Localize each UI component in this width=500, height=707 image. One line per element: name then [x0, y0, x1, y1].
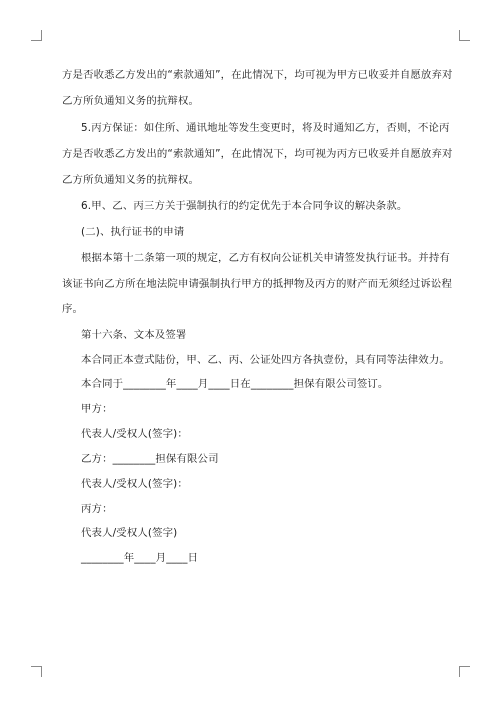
paragraph-line: 5.丙方保证：如住所、通讯地址等发生变更时，将及时通知乙方，否则，不论丙 [81, 122, 450, 134]
party-c-label: 丙方： [81, 503, 113, 515]
crop-mark-top-right [459, 30, 470, 41]
paragraph-line: 根据本第十二条第一项的规定，乙方有权向公证机关申请签发执行证书。并持有 [81, 252, 450, 264]
party-c-signature-line: 代表人/受权人(签字) [81, 527, 178, 539]
crop-mark-bottom-right [459, 666, 470, 677]
section-heading: (二)、执行证书的申请 [81, 226, 185, 238]
party-b-label: 乙方：________担保有限公司 [81, 453, 219, 465]
paragraph-line: 该证书向乙方所在地法院申请强制执行甲方的抵押物及丙方的财产而无须经过诉讼程 [62, 278, 452, 290]
party-a-label: 甲方： [81, 403, 113, 415]
party-a-signature-line: 代表人/受权人(签字)： [81, 428, 188, 440]
signing-date-line: 本合同于________年____月____日在________担保有限公司签订。 [81, 378, 389, 390]
paragraph-line: 序。 [62, 303, 84, 315]
crop-mark-top-left [31, 30, 42, 41]
signature-date-line: ________年____月____日 [81, 552, 199, 564]
paragraph-line: 乙方所负通知义务的抗辩权。 [62, 174, 200, 186]
paragraph-line: 方是否收悉乙方发出的“索款通知”，在此情况下，均可视为丙方已收妥并自愿放弃对 [62, 148, 453, 160]
crop-mark-bottom-left [31, 666, 42, 677]
paragraph-line: 本合同正本壹式陆份，甲、乙、丙、公证处四方各执壹份，具有同等法律效力。 [81, 354, 450, 366]
paragraph-line: 6.甲、乙、丙三方关于强制执行的约定优先于本合同争议的解决条款。 [81, 200, 408, 212]
party-b-signature-line: 代表人/受权人(签字)： [81, 478, 188, 490]
paragraph-line: 方是否收悉乙方发出的“索款通知”，在此情况下，均可视为甲方已收妥并自愿放弃对 [62, 69, 453, 81]
paragraph-line: 乙方所负通知义务的抗辩权。 [62, 95, 200, 107]
article-heading: 第十六条、文本及签署 [81, 329, 187, 341]
